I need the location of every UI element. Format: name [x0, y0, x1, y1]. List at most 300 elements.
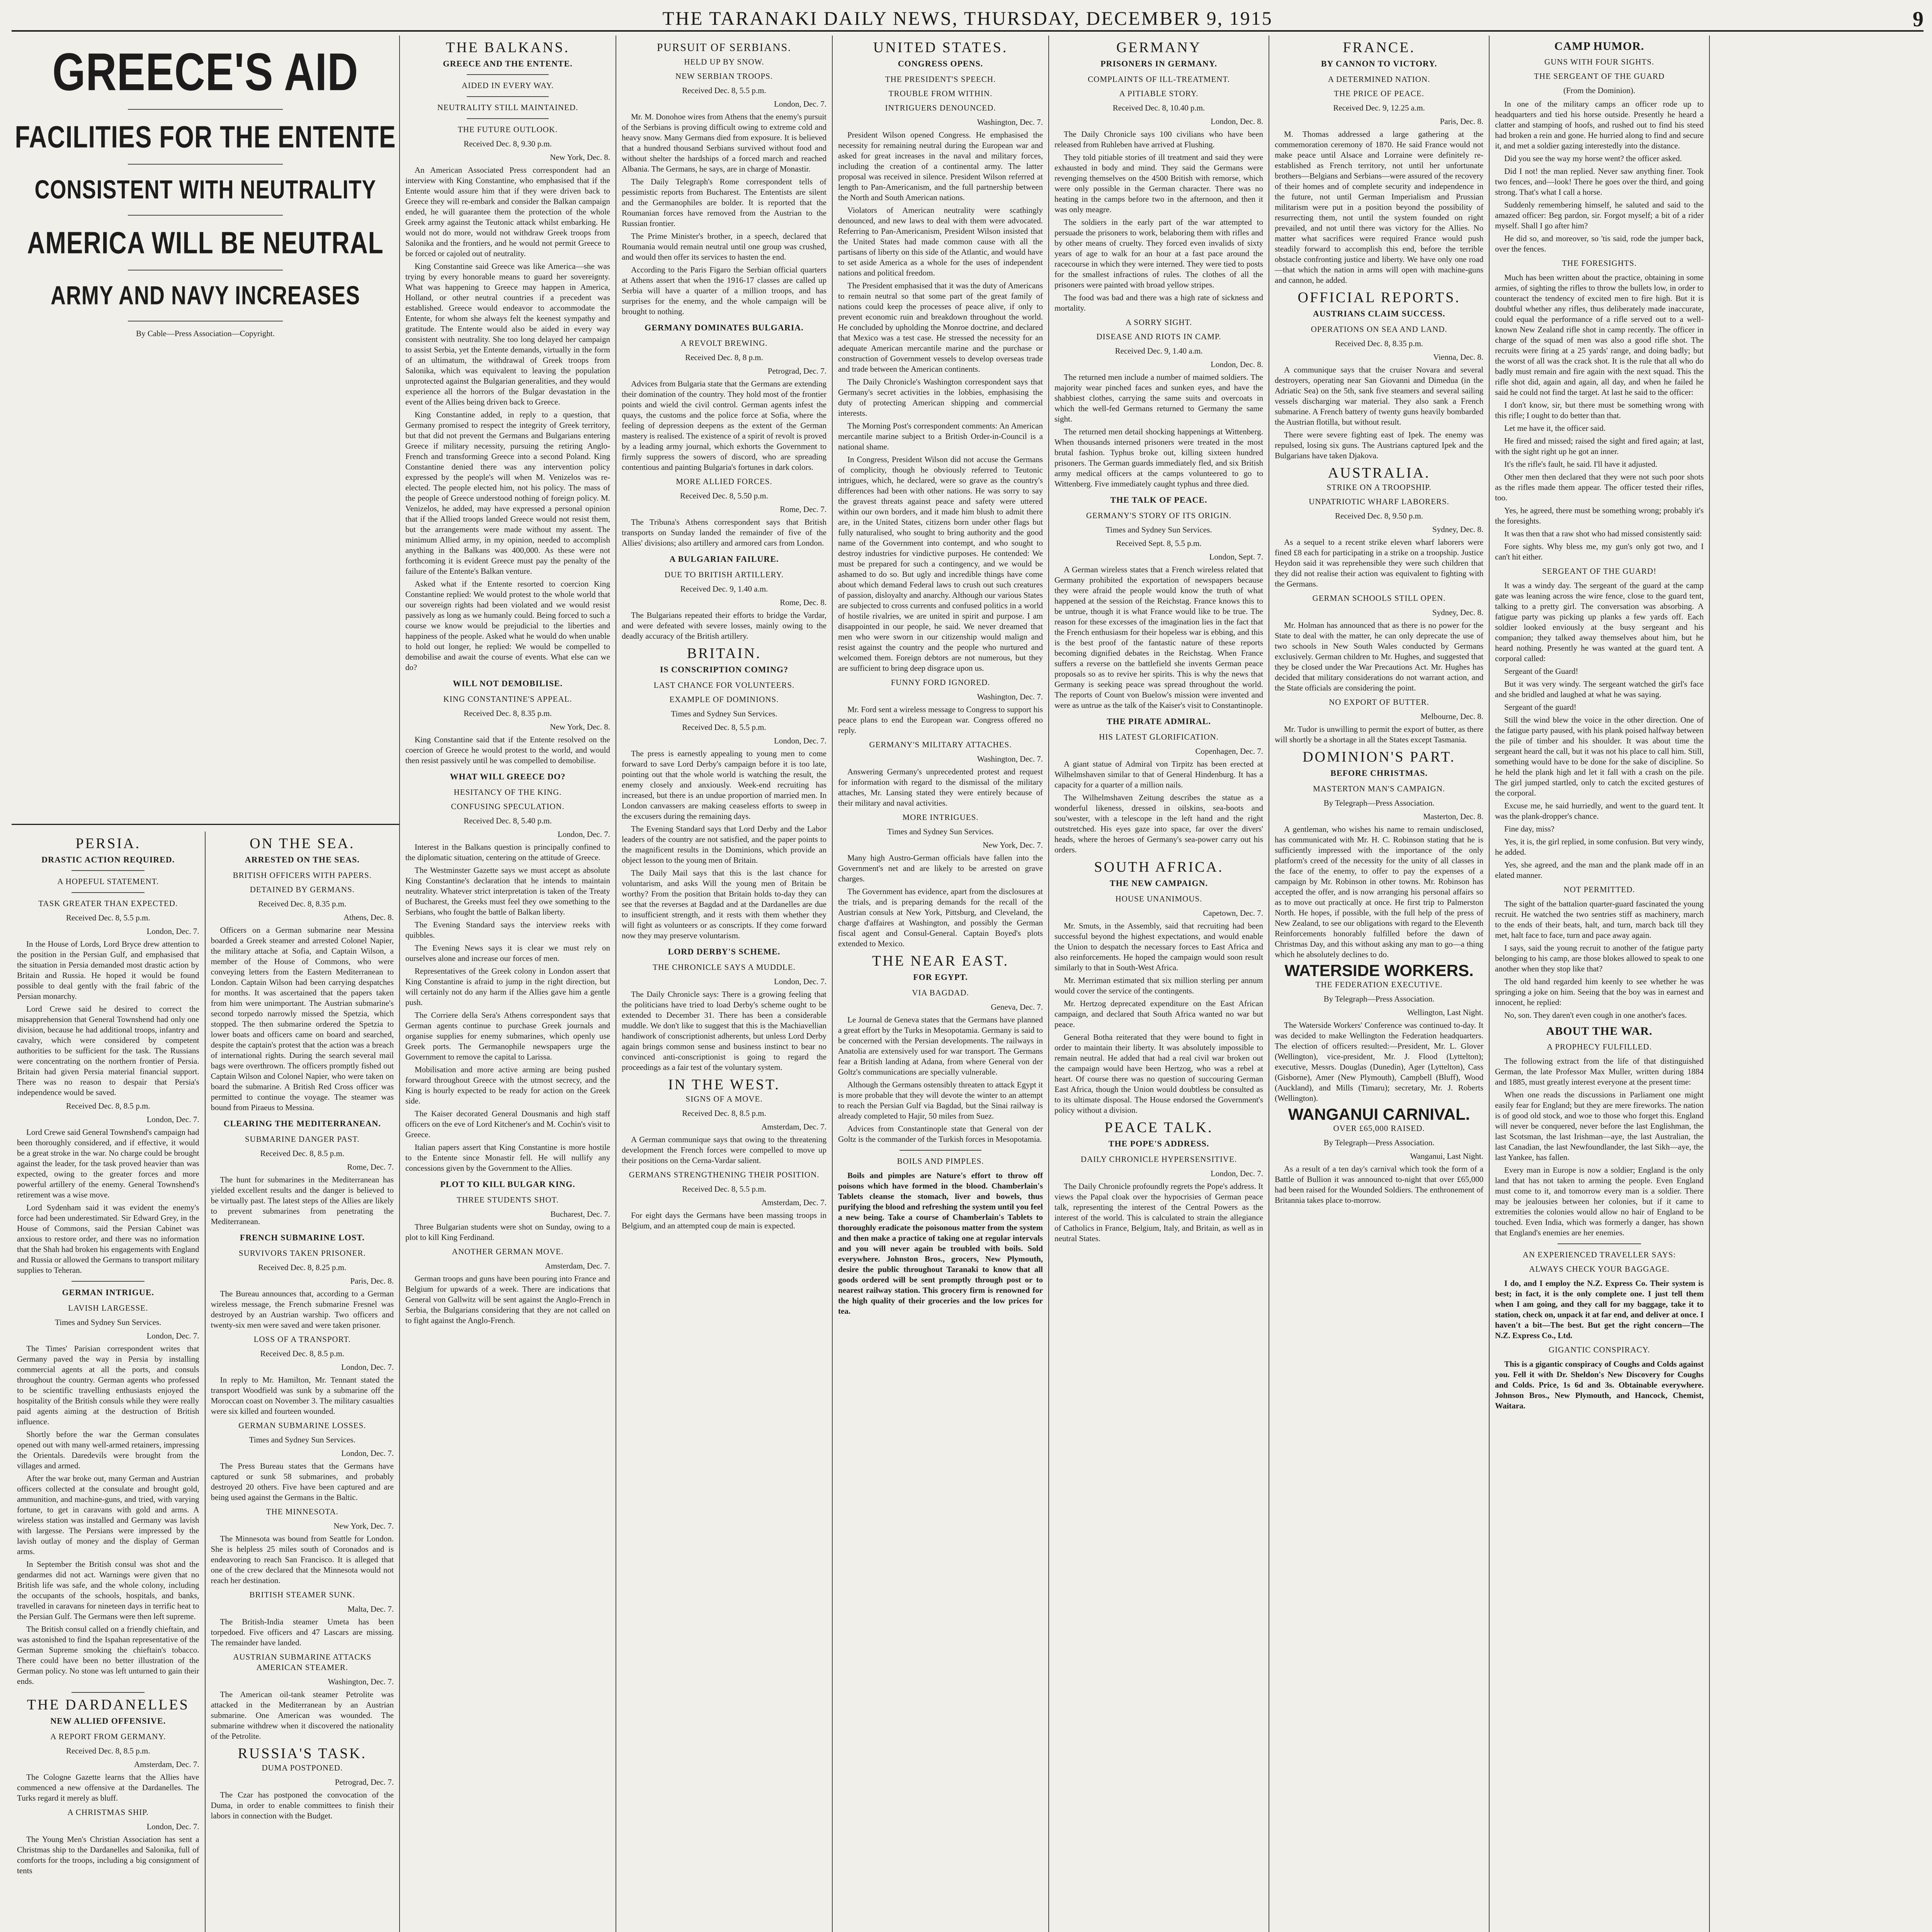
dateline: Athens, Dec. 8.: [343, 913, 394, 922]
subheading: AUSTRIAN SUBMARINE ATTACKS AMERICAN STEAMER.: [233, 1652, 372, 1672]
page-number: 9: [1913, 7, 1923, 31]
subheading: HIS LATEST GLORIFICATION.: [1099, 732, 1219, 742]
paragraph: The returned men detail shocking happenings at Wittenberg. When thousands interned prisoners were treated in the most brutal fashion. Typhus broke out, killing sixteen hundred prisoners. The German guards immediately fled, and six British army medical officers at the camps volunteered to go to Wittenberg. Five immediately caught typhus and three died.: [1054, 427, 1263, 488]
advertisement-text: I do, and I employ the N.Z. Express Co. Their system is best; in fact, it is the only complete one. I just tell them when I am going, and they call for my baggage, take it to station, check on, unpack it at far end, and deliver at once. I haven't a bit—The best. But get the right concern—The N.Z. Express Co., Ltd.: [1495, 1279, 1704, 1340]
paragraph: Excuse me, he said hurriedly, and went to the guard tent. It was the plank-dropper's chance.: [1495, 801, 1704, 821]
lead-deck-4: ARMY AND NAVY INCREASES: [50, 281, 361, 310]
received-line: Received Dec. 8, 8.5 p.m.: [682, 1109, 766, 1118]
dateline: Geneva, Dec. 7.: [991, 1002, 1043, 1012]
dateline: Rome, Dec. 8.: [780, 598, 827, 607]
subheading: THE SERGEANT OF THE GUARD: [1534, 71, 1665, 81]
subheading: WHAT WILL GREECE DO?: [450, 772, 566, 781]
paragraph: The Bureau announces that, according to a German wireless message, the French submarine Fresnel was destroyed by an Austrian warship. Two officers and twenty-six men were saved and were taken prisoner.: [211, 1289, 394, 1330]
lead-deck-1: FACILITIES FOR THE ENTENTE: [15, 119, 396, 154]
paragraph: In one of the military camps an officer rode up to headquarters and tied his horse outside. Presently he heard a clatter and stamping of hoofs, and rushed out to find his steed had broken a rein and gone. He hurried along to find and secure it, and met a soldier gazing interestedly into the distance.: [1495, 99, 1704, 150]
subheading: DUE TO BRITISH ARTILLERY.: [664, 570, 784, 579]
received-line: Received Dec. 8, 10.40 p.m.: [1112, 103, 1205, 112]
subheading: SURVIVORS TAKEN PRISONER.: [238, 1248, 366, 1258]
subheading: HELD UP BY SNOW.: [684, 57, 764, 66]
section-heading: PERSIA.: [75, 835, 141, 852]
paragraph: He did so, and moreover, so 'tis said, rode the jumper back, over the fences.: [1495, 234, 1704, 253]
subheading: WILL NOT DEMOBILISE.: [452, 679, 563, 688]
paragraph: It was a windy day. The sergeant of the guard at the camp gate was leaning across the wire fence, close to the guard tent, talking to a pretty girl. The conversation was absorbing. A fatigue party was picking up planks a few yards off. Each soldier looked enviously at the busy sergeant and his companion; they talked away themselves about him, but he heard nothing. Presently he was wanted at the guard tent. A corporal called:: [1495, 581, 1704, 663]
section-heading: WANGANUI CARNIVAL.: [1288, 1105, 1470, 1123]
section-heading: PEACE TALK.: [1104, 1119, 1213, 1136]
paragraph: A gentleman, who wishes his name to remain undisclosed, has communicated with Mr. H. C. Robinson stating that he is sufficiently impressed with the importance of the only platform's creed of the necessity for the unity of all classes in the face of the enemy, to offer to pay the expenses of a campaign by Mr. Robinson in other towns. Mr. Robinson has accepted the offer, and is now arranging his personal affairs so as to move out practically at once. He first trip to Palmerston North. He hopes, if possible, with the full help of the press of New Zealand, to see our obligations with regard to the Eleventh Reinforcements honorably fulfilled before the dawn of Christmas Day, and this without asking any man to go—a thing which he absolutely declines to do.: [1275, 825, 1483, 959]
paragraph: In the House of Lords, Lord Bryce drew attention to the position in the Persian Gulf, and emphasised that the situation in Persia demanded most drastic action by Britain and Russia. He hoped it would be found possible to deal gently with the frail fabric of the Persian monarchy.: [17, 939, 199, 1001]
newspaper-title: THE TARANAKI DAILY NEWS, THURSDAY, DECEMBER 9, 1915: [662, 7, 1273, 29]
dateline: London, Dec. 8.: [1211, 360, 1263, 369]
subheading: THE PRESIDENT'S SPEECH.: [885, 75, 996, 84]
dateline: Copenhagen, Dec. 7.: [1195, 747, 1263, 756]
subheading: GERMAN SUBMARINE LOSSES.: [238, 1421, 366, 1430]
paragraph: The British-India steamer Umeta has been torpedoed. Five officers and 47 Lascars are missing. The remainder have landed.: [211, 1617, 394, 1647]
section-heading: RUSSIA'S TASK.: [238, 1745, 367, 1762]
dateline: London, Dec. 7.: [341, 1449, 394, 1458]
paragraph: The Young Men's Christian Association has sent a Christmas ship to the Dardanelles and Salonika, full of comforts for the troops, including a big consignment of tents: [17, 1835, 199, 1875]
paragraph: A German wireless states that a French wireless related that Germany prohibited the exportation of newspapers because they were afraid the people would know the truth of what happened at the session of the Reichstag. France knows this to be untrue, though it is what France would like to be true. The reason for these excesses of the imagination lies in the fact that the French enthusiasm for their hopeless war is ebbing, and this is the best proof of the fantastic nature of these reports becoming dignified debates in the Reichstag. When France suffers a reverse on the battlefield she invents German peace proposals so as to revive her spirits. This is why the news that Germany is seeking peace was spread throughout the world. The reports of Count von Buelow's mission were invented and were as untrue as the talk of the Kaiser's visit to Constantinople.: [1054, 565, 1263, 710]
subheading: INTRIGUERS DENOUNCED.: [885, 103, 996, 112]
subheading: SUBMARINE DANGER PAST.: [245, 1134, 360, 1144]
received-line: Received Dec. 8, 5.5 p.m.: [66, 913, 150, 922]
source-line: Times and Sydney Sun Services.: [671, 709, 777, 718]
paragraph: The press is earnestly appealing to young men to come forward to save Lord Derby's campaign before it is too late, pointing out that the whole world is watching the result, the enemy closely and anxiously. Week-end recruiting has increased, but there is an undue proportion of married men. In London canvassers are making ceaseless efforts to sweep in the excusers during the remaining days.: [622, 749, 827, 821]
paragraph: Mr. Tudor is unwilling to permit the export of butter, as there will shortly be a shortage in all the States except Tasmania.: [1275, 724, 1483, 744]
subheading: SERGEANT OF THE GUARD!: [1542, 566, 1656, 576]
paragraph: The Government has evidence, apart from the disclosures at the trials, and is preparing demands for the recall of the Austrian consuls at New York, Pittsburg, and Cleveland, the charge d'affaires at Washington, and possibly the German fiscal agent and Consul-General. Captain Boyed's plots extended to Mexico.: [838, 887, 1043, 948]
subheading: GERMANY DOMINATES BULGARIA.: [645, 323, 804, 332]
dateline: London, Dec. 8.: [1211, 117, 1263, 126]
subheading: VIA BAGDAD.: [912, 988, 969, 997]
paragraph: The sight of the battalion quarter-guard fascinated the young recruit. He watched the two sentries stiff as machinery, march to the ends of their beats, halt, and turn, march back till they met, halt face to face, turn and pace away again.: [1495, 899, 1704, 940]
paragraph: The returned men include a number of maimed soldiers. The majority wear pinched faces and sunken eyes, and have the shabbiest clothes, carrying the same suits and overcoats in which the well-fed Germans returned to Germany the same sight.: [1054, 372, 1263, 423]
paragraph: According to the Paris Figaro the Serbian official quarters at Athens assert that when the 1916-17 classes are called up Serbia will have a quarter of a million troops, and has surprises for the enemy, and the whole campaign will be brought to nothing.: [622, 265, 827, 316]
paragraph: The Daily Chronicle's Washington correspondent says that Germany's secret activities in the lobbies, emphasising the duty of protecting American shipping and commercial interests.: [838, 377, 1043, 418]
dateline: Amsterdam, Dec. 7.: [545, 1261, 610, 1270]
paragraph: In Congress, President Wilson did not accuse the Germans of complicity, though he obviously referred to Teutonic intrigues, which, he declared, were so grave as the country's differences had been with other nations. He was sorry to say the gravest threats against peace and safety were uttered within our own borders, and it made him blush to admit there are, in the United States, citizens born under other flags but fully naturalised, who sought to bring authority and the good name of the Government into contempt, and who sought to destroy industries for vindictive purposes. He contended: We must be prepared for such a contingency, and we would be ashamed to do so. But ugly and incredible things have come about which demand Federal laws to crush out such creatures of passion, disloyalty and anarchy. Although our various States are subjected to cross currents and confused politics in a world of hostile rivalries, we are united in spirit and purpose. I am disappointed in our people, he said. We never dreamed that men who were sworn in our citizenship would malign and resist against the country and the people who nurtured and welcomed them. Foreign debtors are not numerous, but they are sufficient to bring deep disgrace upon us.: [838, 455, 1043, 673]
subheading: PRISONERS IN GERMANY.: [1100, 59, 1217, 68]
source-line: Times and Sydney Sun Services.: [249, 1435, 355, 1444]
advertisement-heading: AN EXPERIENCED TRAVELLER SAYS:: [1522, 1250, 1676, 1259]
paragraph: As a result of a ten day's carnival which took the form of a Battle of Bullion it was announced to-night that over £65,000 had been raised for the Wounded Soldiers. The enthronement of Britannia takes place to-morrow.: [1275, 1164, 1483, 1205]
subheading: THE TALK OF PEACE.: [1110, 495, 1208, 505]
subheading: BRITISH OFFICERS WITH PAPERS.: [233, 871, 372, 880]
paragraph: Fore sights. Why bless me, my gun's only got two, and I can't hit either.: [1495, 542, 1704, 561]
subheading: HESITANCY OF THE KING.: [454, 787, 562, 797]
paragraph: The Bulgarians repeated their efforts to bridge the Vardar, and were defeated with severe losses, mainly owing to the deadly accuracy of the British artillery.: [622, 611, 827, 641]
paragraph: The Daily Mail says that this is the last chance for voluntarism, and asks Will the young men of Britain be worthy? From the position that Britain holds to-day they can see that the reverses at Bagdad and at the Dardanelles are due to insufficient strength, and it rests with them whether they will fight as volunteers or as conscripts. If they come forward now they may preserve voluntarism.: [622, 868, 827, 940]
dateline: Masterton, Dec. 8.: [1423, 812, 1483, 821]
paragraph: Shortly before the war the German consulates opened out with many well-armed retainers, impressing the Orientals. Daredevils were brought from the villages and armed.: [17, 1430, 199, 1470]
subheading: THREE STUDENTS SHOT.: [456, 1195, 559, 1204]
received-line: Received Sept. 8, 5.5 p.m.: [1116, 539, 1202, 548]
received-line: Received Dec. 8, 5.5 p.m.: [682, 1184, 766, 1194]
received-line: Received Dec. 8, 8.5 p.m.: [260, 1349, 345, 1358]
dateline: Rome, Dec. 7.: [780, 505, 827, 514]
paragraph: Mr. M. Donohoe wires from Athens that the enemy's pursuit of the Serbians is proving difficult owing to extreme cold and heavy snow. Many Germans died from exposure. It is believed that a hundred thousand Serbians survived without food and without shelter the hardships of a forced march and reached Albania. The Germans, he says, are in charge of Monastir.: [622, 112, 827, 173]
subheading: EXAMPLE OF DOMINIONS.: [669, 695, 779, 704]
subheading: GERMAN SCHOOLS STILL OPEN.: [1312, 594, 1446, 603]
paragraph: A communique says that the cruiser Novara and several destroyers, operating near San Giovanni and Dimedua (in the Adriatic Sea) on the 5th, sank five steamers and several sailing vessels discharging war material. They also sank a French submarine. A French battery of twenty guns heavily bombarded the Austrian flotilla, but without result.: [1275, 365, 1483, 427]
subheading: CONGRESS OPENS.: [898, 59, 983, 68]
subheading: BY CANNON TO VICTORY.: [1321, 59, 1437, 68]
dateline: London, Dec. 7.: [774, 99, 827, 109]
received-line: Received Dec. 9, 12.25 a.m.: [1333, 103, 1425, 112]
paragraph: Many high Austro-German officials have fallen into the Government's net and are likely to be arrested on grave charges.: [838, 853, 1043, 883]
paragraph: The Prime Minister's brother, in a speech, declared that Roumania would remain neutral until one group was crushed, and would then offer its services to hasten the end.: [622, 231, 827, 262]
subheading: AUSTRIANS CLAIM SUCCESS.: [1313, 309, 1446, 318]
paragraph: Much has been written about the practice, obtaining in some armies, of sighting the rifles to throw the bullets low, in order to counteract the tendency of excited men to fire high. But it is doubtful whether any rifles, thus deliberately made inaccurate, could equal the performance of a rifle served out to a well-known New Zealand rifle shot in camp recently. The officer in charge of the squad of men was also a good rifle shot. The recruits were firing at a 25 yards' range, and doing badly; but the worst of all was the crack shot. It is the rule that all who do badly must remain and fire again with the next squad. This the rifle shot did, again and again, all day, and when he failed he said he could not find the target. At last he said to the officer:: [1495, 273, 1704, 397]
dateline: Paris, Dec. 8.: [350, 1276, 394, 1286]
subheading: MASTERTON MAN'S CAMPAIGN.: [1313, 784, 1445, 793]
paragraph: They told pitiable stories of ill treatment and said they were exhausted in body and mind. They said the Germans were revenging themselves on the 4500 British with remorse, which were only possible in the German character. There was no heating in the camps before two in the afternoon, and then it was only meagre.: [1054, 153, 1263, 214]
source-line: Times and Sydney Sun Services.: [887, 827, 994, 836]
subheading: A PITIABLE STORY.: [1119, 89, 1199, 98]
subheading: OVER £65,000 RAISED.: [1333, 1124, 1425, 1133]
subheading: THE FEDERATION EXECUTIVE.: [1315, 980, 1443, 989]
camp-humor-column: [1490, 36, 1710, 1932]
paragraph: The Wilhelmshaven Zeitung describes the statue as a wonderful likeness, dressed in oilskins, sea-boots and sou'wester, with a telescope in the left hand and the right outstretched. His eyes gaze into space, far over the divers' heads, where the heroes of Germany's sea-power carry out his orders.: [1054, 793, 1263, 854]
paragraph: The Daily Chronicle says: There is a growing feeling that the politicians have tried to load Derby's scheme ought to be extended to December 31. There has been a considerable muddle. We don't like to suggest that this is the Machiavellian handiwork of conscriptionist adherents, but unless Lord Derby again brings common sense and business instinct to bear no convinced anti-conscriptionist is going to regard the proceedings as a fair test of the voluntary system.: [622, 990, 827, 1072]
paragraph: The Press Bureau states that the Germans have captured or sunk 58 submarines, and probably destroyed 20 others. Five have been captured and are being used against the Germans in the Baltic.: [211, 1461, 394, 1502]
subheading: AIDED IN EVERY WAY.: [461, 81, 554, 90]
paragraph: The Evening News says it is clear we must rely on ourselves alone and increase our forces of men.: [405, 943, 610, 963]
subheading: OPERATIONS ON SEA AND LAND.: [1311, 325, 1447, 334]
subheading: NEUTRALITY STILL MAINTAINED.: [437, 103, 578, 112]
received-line: Received Dec. 8, 8.5 p.m.: [260, 1149, 345, 1158]
subheading: PLOT TO KILL BULGAR KING.: [440, 1179, 575, 1189]
subheading: THE FUTURE OUTLOOK.: [457, 125, 558, 134]
paragraph: The Corriere della Sera's Athens correspondent says that German agents continue to purchase Greek journals and organise supplies for enemy submarines, which openly use Greek ports. The Germanophile newspapers urge the Government to remove the capital to Larissa.: [405, 1010, 610, 1061]
dateline: Amsterdam, Dec. 7.: [761, 1122, 827, 1131]
section-heading: BRITAIN.: [687, 645, 762, 662]
paragraph: For eight days the Germans have been massing troops in Belgium, and an attempted coup de main is expected.: [622, 1211, 827, 1230]
subheading: ANOTHER GERMAN MOVE.: [452, 1247, 564, 1256]
persia-column: [12, 832, 206, 1932]
advertisement-heading: BOILS AND PIMPLES.: [897, 1156, 984, 1166]
paragraph: But it was very windy. The sergeant watched the girl's face and she bridled and laughed at what he was saying.: [1495, 679, 1704, 699]
paragraph: After the war broke out, many German and Austrian officers collected at the consulate and brought gold, ammunition, and machine-guns, and tried, with varying fortune, to get in caravans with gold and arms. A wireless station was installed and Germany was lavish with largesse. The Persians were impressed by the lavish outlay of money and the display of German arms.: [17, 1474, 199, 1556]
dateline: London, Dec. 7.: [146, 1115, 199, 1124]
received-line: Received Dec. 9, 1.40 a.m.: [680, 584, 768, 594]
subheading: A CHRISTMAS SHIP.: [67, 1808, 149, 1817]
source-line: Times and Sydney Sun Services.: [1105, 525, 1212, 534]
dateline: London, Dec. 7.: [146, 1331, 199, 1340]
advertisement-heading: GIGANTIC CONSPIRACY.: [1548, 1345, 1650, 1354]
paragraph: Did I not! the man replied. Never saw anything finer. Took two fences, and—look! There he goes over the third, and going strong. That's what I call a horse.: [1495, 167, 1704, 197]
paragraph: Mobilisation and more active arming are being pushed forward throughout Greece with the utmost secrecy, and the King is hourly expected to be ready for action on the Greek side.: [405, 1065, 610, 1105]
paragraph: The old hand regarded him keenly to see whether he was springing a joke on him. Seeing that the boy was in earnest and innocent, he replied:: [1495, 977, 1704, 1007]
dateline: London, Dec. 7.: [558, 830, 610, 839]
paragraph: Italian papers assert that King Constantine is more hostile to the Entente since Monastir fell. He will nullify any concessions given by the Government to the Allies.: [405, 1143, 610, 1173]
section-heading: CAMP HUMOR.: [1554, 40, 1645, 53]
subheading: SIGNS OF A MOVE.: [685, 1094, 763, 1104]
section-heading: THE DARDANELLES: [27, 1697, 189, 1713]
paragraph: The Evening Standard says that Lord Derby and the Labor leaders of the country are not satisfied, and the paper points to the magnificent results in the Dominions, which provide an object lesson to the young men of Britain.: [622, 824, 827, 865]
section-heading: WATERSIDE WORKERS.: [1284, 961, 1474, 980]
received-line: Received Dec. 8, 5.40 p.m.: [463, 816, 552, 825]
paragraph: King Constantine said that if the Entente resolved on the coercion of Greece he would protest to the world, and would then resist passively until he was compelled to demobilise.: [405, 735, 610, 765]
dateline: Petrograd, Dec. 7.: [767, 366, 827, 376]
section-heading: ON THE SEA.: [250, 835, 355, 852]
dateline: Malta, Dec. 7.: [347, 1604, 394, 1614]
subheading: LOSS OF A TRANSPORT.: [253, 1335, 351, 1344]
paragraph: I says, said the young recruit to another of the fatigue party belonging to his camp, are those blokes allowed to speak to one another when they stop like that?: [1495, 943, 1704, 973]
subheading: UNPATRIOTIC WHARF LABORERS.: [1309, 497, 1449, 506]
paragraph: Officers on a German submarine near Messina boarded a Greek steamer and arrested Colonel Napier, the military attache at Sofia, and Captain Wilson, a member of the House of Commons, who were conveying letters from the Eastern Mediterranean to London. Captain Wilson had been carrying despatches for months. It was ascertained that the papers taken from him were unimportant. The Austrian submarine's second torpedo narrowly missed the Spetzia, which stopped. The then submarine ordered the Spetzia to lower boats and officers came on board and searched, despite the captain's protest that the action was a breach of international rights. During the search several mail bags were overthrown. The officers promptly fished out Captain Wilson and Colonel Napier, who were taken on board the submarine. A British Red Cross officer was permitted to continue the voyage. The steamer was bound from Piraeus to Messina.: [211, 925, 394, 1112]
dateline: London, Dec. 7.: [1211, 1169, 1263, 1178]
paragraph: Mr. Smuts, in the Assembly, said that recruiting had been successful beyond the highest expectations, and would enable the Union to despatch the necessary forces to East Africa and also reinforcements. He hoped the campaign would soon result similarly to that in South-West Africa.: [1054, 921, 1263, 972]
paragraph: The Daily Telegraph's Rome correspondent tells of pessimistic reports from Bucharest. The Ententists are silent and the Germanophiles are bolder. It is reported that the Roumanian forces have removed from the Austrian to the Russian frontier.: [622, 177, 827, 228]
dateline: Bucharest, Dec. 7.: [550, 1209, 610, 1219]
subheading: THE CHRONICLE SAYS A MUDDLE.: [653, 963, 796, 972]
subheading: HOUSE UNANIMOUS.: [1115, 894, 1202, 903]
dateline: London, Dec. 7.: [774, 977, 827, 986]
received-line: Received Dec. 8, 5.50 p.m.: [680, 491, 769, 500]
subheading: GERMAN INTRIGUE.: [62, 1287, 154, 1297]
subheading: A BULGARIAN FAILURE.: [669, 554, 779, 564]
paragraph: The hunt for submarines in the Mediterranean has yielded excellent results and the danger is believed to be virtually past. The latest steps of the Allies are likely to prevent submarines from penetrating the Mediterranean.: [211, 1175, 394, 1226]
subheading: THE POPE'S ADDRESS.: [1108, 1139, 1209, 1148]
paragraph: The Times' Parisian correspondent writes that Germany paved the way in Persia by installing commercial agents at all the ports, and consuls throughout the country. German agents who professed to be scientific travelling enthusiasts enjoyed the hospitality of the British consuls while they were really paid agents aiming at the destruction of British influence.: [17, 1344, 199, 1426]
paragraph: The British consul called on a friendly chieftain, and was astonished to find the Ispahan representative of the German Supreme smoking the chieftain's tobacco. There could have been no better illustration of the German policy. No stone was left unturned to gain their ends.: [17, 1624, 199, 1686]
paragraph: Suddenly remembering himself, he saluted and said to the amazed officer: Beg pardon, sir. Forgot myself; a bit of a rider myself. Shall I go after him?: [1495, 200, 1704, 230]
paragraph: The American oil-tank steamer Petrolite was attacked in the Mediterranean by an Austrian submarine. One American was wounded. The submarine withdrew when it discovered the nationality of the Petrolite.: [211, 1690, 394, 1741]
section-heading: IN THE WEST.: [668, 1077, 780, 1093]
subheading: THE PRICE OF PEACE.: [1334, 89, 1424, 98]
paragraph: Le Journal de Geneva states that the Germans have planned a great effort by the Turks in Mesopotamia. Germany is said to be concerned with the Persian developments. The railways in Anatolia are extensively used for war transport. The Germans fear a British landing at Adana, from where General von der Goltz's communications are specially vulnerable.: [838, 1015, 1043, 1077]
paragraph: Mr. Holman has announced that as there is no power for the State to deal with the matter, he can only deprecate the use of two schools in New South Wales conducted by Germans exclusively. German children to Mr. Hughes, and suggested that they be closed under the War Precautions Act. Mr. Hughes has decided that military considerations do not warrant action, and the State officials are considering the point.: [1275, 621, 1483, 692]
lead-deck-2: CONSISTENT WITH NEUTRALITY: [34, 175, 376, 204]
section-heading: OFFICIAL REPORTS.: [1298, 289, 1461, 306]
dateline: Washington, Dec. 7.: [977, 754, 1043, 764]
paragraph: Three Bulgarian students were shot on Sunday, owing to a plot to kill King Ferdinand.: [405, 1222, 610, 1242]
subheading: A HOPEFUL STATEMENT.: [57, 877, 159, 886]
received-line: Received Dec. 8, 9.30 p.m.: [463, 139, 552, 148]
paragraph: A giant statue of Admiral von Tirpitz has been erected at Wilhelmshaven similar to that of General Hindenburg. It has a capacity for a quarter of a million nails.: [1054, 759, 1263, 789]
paragraph: Lord Crewe said General Townshend's campaign had been thoroughly considered, and if effective, it would be a great stroke in the war. No charge could be brought against the leader, for the task proved heavier than was expected, owing to the greater forces and more powerful artillery of the enemy. General Townshend's retirement was a wise move.: [17, 1128, 199, 1199]
paragraph: Mr. Merriman estimated that six million sterling per annum would cover the service of the contingents.: [1054, 976, 1263, 995]
paragraph: Every man in Europe is now a soldier; England is the only land that has not taken to arming the people. Even England must come to it, and tomorrow every man is a soldier. There may be jealousies between her colonies, but if it came to extremities the colonies would allow no hair of England to be touched. Even India, which was formerly a danger, has shown that England's enemies are her enemies.: [1495, 1165, 1704, 1237]
section-heading: ABOUT THE WAR.: [1546, 1025, 1653, 1037]
subheading: A DETERMINED NATION.: [1328, 75, 1430, 84]
subheading: THE NEW CAMPAIGN.: [1110, 878, 1208, 888]
sea-column: [206, 832, 400, 1932]
united-states-column: [833, 36, 1049, 1932]
subheading: THE FORESIGHTS.: [1562, 259, 1637, 268]
dateline: Sydney, Dec. 8.: [1432, 525, 1483, 534]
dateline: Paris, Dec. 8.: [1440, 117, 1483, 126]
received-line: Received Dec. 8, 8.5 p.m.: [66, 1746, 150, 1755]
paragraph: Mr. Ford sent a wireless message to Congress to support his peace plans to end the European war. Congress offered no reply.: [838, 705, 1043, 735]
section-heading: DOMINION'S PART.: [1303, 749, 1456, 765]
dateline: Washington, Dec. 7.: [977, 117, 1043, 127]
lead-headline: GREECE'S AID: [52, 42, 359, 102]
subheading: NEW ALLIED OFFENSIVE.: [50, 1716, 166, 1726]
subheading: IS CONSCRIPTION COMING?: [660, 665, 789, 674]
subheading: LORD DERBY'S SCHEME.: [668, 947, 781, 956]
subheading: CLEARING THE MEDITERRANEAN.: [223, 1119, 381, 1128]
paragraph: Advices from Bulgaria state that the Germans are extending their domination of the country. They hold most of the frontier points and wield the civil control. German agents infest the quays, the customs and the police force at Sofia, where the feeling of depression deepens as the extent of the German mastery is realised. The existence of a spirit of revolt is proved by a leading army journal, which exhorts the Government to firmly suppress the sowers of discord, who are spreading contentious and painting Bulgaria's fortunes in dark colors.: [622, 379, 827, 472]
source-line: (From the Dominion).: [1563, 86, 1636, 95]
subheading: MORE ALLIED FORCES.: [676, 477, 772, 486]
lead-deck-3: AMERICA WILL BE NEUTRAL: [27, 225, 384, 260]
received-line: Received Dec. 8, 8.5 p.m.: [66, 1101, 150, 1111]
dateline: New York, Dec. 7.: [333, 1521, 394, 1531]
paragraph: The Daily Chronicle profoundly regrets the Pope's address. It views the Papal cloak over the hypocrisies of German peace talk, representing the interest of the Central Powers as the interest of the world. This is calculated to strain the allegiance of Catholics in France, Belgium, Italy, and Britain, as well as in neutral States.: [1054, 1182, 1263, 1243]
source-line: Times and Sydney Sun Services.: [55, 1318, 162, 1327]
paragraph: The Czar has postponed the convocation of the Duma, in order to enable committees to finish their labors in connection with the Budget.: [211, 1790, 394, 1820]
subheading: NO EXPORT OF BUTTER.: [1329, 697, 1429, 707]
paragraph: A German communique says that owing to the threatening development the French forces were compelled to move up their positions on the Cerna-Vardar salient.: [622, 1135, 827, 1165]
subheading: THE PIRATE ADMIRAL.: [1107, 716, 1211, 726]
dateline: Vienna, Dec. 8.: [1433, 352, 1483, 362]
subheading: GERMANS STRENGTHENING THEIR POSITION.: [629, 1170, 820, 1179]
dateline: New York, Dec. 8.: [550, 153, 610, 162]
subheading: KING CONSTANTINE'S APPEAL.: [443, 694, 572, 704]
received-line: Received Dec. 8, 5.5 p.m.: [682, 86, 766, 95]
advertisement-text: This is a gigantic conspiracy of Coughs and Colds against you. Fell it with Dr. Sheldon's New Discovery for Coughs and Colds. Price, 1s 6d and 3s. Obtainable everywhere. Johnson Bros., New Plymouth, and Hancock, Chemist, Waitara.: [1495, 1359, 1704, 1410]
paragraph: Interest in the Balkans question is principally confined to the diplomatic situation, centering on the attitude of Greece.: [405, 842, 610, 862]
byline: By Telegraph—Press Association.: [1323, 798, 1435, 808]
advertisement-subheading: ALWAYS CHECK YOUR BAGGAGE.: [1529, 1264, 1670, 1274]
paragraph: Other men then declared that they were not such poor shots as the rifles made them appear. The officer tested their rifles, too.: [1495, 472, 1704, 502]
lead-story-column: [12, 36, 400, 1932]
lead-headline-block: [12, 36, 399, 825]
paragraph: Advices from Constantinople state that General von der Goltz is the commander of the Turkish forces in Mesopotamia.: [838, 1124, 1043, 1144]
paragraph: It was then that a raw shot who had missed consistently said:: [1504, 529, 1702, 538]
paragraph: M. Thomas addressed a large gathering at the commemoration ceremony of 1870. He said France would not make peace until Alsace and Lorraine were definitely re-established as French territory, not until her unfortunate brothers—Belgians and Serbians—were assured of the recovery of their homes and of complete security and independence in the future, not until German Imperialism and Prussian militarism were put in a position beyond the possibility of resurrecting them, not until the system founded on right prevailed, and not until there was victory for the Allies. No matter what sacrifices were required France would push steadily forward to accomplish this end, before the terrible obstacle confronting justice and liberty. We have only one road—that which the nation in arms will open with machine-guns and cannon, he added.: [1275, 129, 1483, 285]
received-line: Received Dec. 8, 8 p.m.: [685, 353, 763, 362]
paragraph: The Westminster Gazette says we must accept as absolute King Constantine's declaration that he intends to maintain neutrality. Whatever strict interpretation is taken of the Treaty of Bucharest, the Greeks must feel they owe something to the Serbians, who fought the battle of Balkan liberty.: [405, 866, 610, 917]
dateline: London, Dec. 7.: [774, 736, 827, 745]
subheading: TROUBLE FROM WITHIN.: [888, 89, 993, 98]
lead-byline: By Cable—Press Association—Copyright.: [136, 329, 275, 338]
section-heading: FRANCE.: [1343, 39, 1415, 56]
dateline: New York, Dec. 8.: [550, 722, 610, 731]
dateline: Wellington, Last Night.: [1407, 1008, 1483, 1017]
masthead: [12, 7, 1923, 32]
paragraph: The Cologne Gazette learns that the Allies have commenced a new offensive at the Dardanelles. The Turks regard it merely as bluff.: [17, 1772, 199, 1803]
section-heading: THE BALKANS.: [446, 39, 570, 56]
dateline: Rome, Dec. 7.: [347, 1162, 394, 1172]
paragraph: I don't know, sir, but there must be something wrong with this rifle; I ought to do better than that.: [1495, 400, 1704, 420]
dateline: New York, Dec. 7.: [983, 840, 1043, 850]
dateline: London, Sept. 7.: [1209, 552, 1263, 561]
paragraph: There were severe fighting east of Ipek. The enemy was repulsed, losing six guns. The Austrians captured Ipek and the Bulgarians have taken Djakova.: [1275, 430, 1483, 460]
subheading: MORE INTRIGUES.: [902, 813, 979, 822]
paragraph: King Constantine said Greece was like America—she was trying by every honorable means to guard her sovereignty. What was happening to Greece may happen in America, Holland, or other neutral countries if a precedent was established. Greece would endeavor to accommodate the Entente, for whom she always felt the keenest sympathy and gratitude. The Entente would also be aided in every way consistent with neutrality. She too long delayed her campaign to assist Serbia, yet the Entente demands, virtually in the form of an ultimatum, the withdrawal of Greek troops from Salonika, which was equivalent to leaving the population unprotected against the Bulgarian generalities, and they would experience all the horrors of the Bulgar devastation in the event of the Allies being driven back to Greece.: [405, 262, 610, 406]
subheading: LAVISH LARGESSE.: [68, 1303, 148, 1313]
subheading: GERMANY'S STORY OF ITS ORIGIN.: [1086, 511, 1232, 520]
paragraph: Sergeant of the Guard!: [1504, 667, 1578, 676]
balkans-column: [400, 36, 616, 1932]
paragraph: Asked what if the Entente resorted to coercion King Constantine replied: We would protest to the whole world that our sovereign rights had been violated and we would resist passively as long as we humanly could. Being forced to such a course we know would be prejudicial to the liberties and happiness of the people. Asked what he would do when unable to hold out longer, he replied: We would be compelled to demobilise and await the course of events. What else can we do?: [405, 579, 610, 672]
dateline: Washington, Dec. 7.: [977, 692, 1043, 701]
dateline: Capetown, Dec. 7.: [1203, 908, 1263, 918]
paragraph: Lord Crewe said he desired to correct the misapprehension that General Townshend had only one division, because he had additional troops, infantry and cavalry, which were considered by competent authorities to be sufficient for the task. The Russians were concentrating on the northern frontier of Persia. Britain had given Persia material financial support. There was no reason to despair that Persia's independence would be saved.: [17, 1004, 199, 1097]
subheading: DRASTIC ACTION REQUIRED.: [41, 855, 175, 864]
subheading: DAILY CHRONICLE HYPERSENSITIVE.: [1080, 1155, 1237, 1164]
paragraph: Still the wind blew the voice in the other direction. One of the fatigue party paused, with his plank poised halfway between the pile of timber and his shoulder. It was about time the sergeant heard the call, but it was not his place to call him. Still, something would have to be done for the sake of discipline. So he held the plank high and let it fall with a crash on the pile. The girl jumped startled, only to catch the excited gestures of the corporal.: [1495, 715, 1704, 798]
dateline: Wanganui, Last Night.: [1410, 1151, 1483, 1161]
subheading: A PROPHECY FULFILLED.: [1547, 1042, 1652, 1051]
paragraph: As a sequel to a recent strike eleven wharf laborers were fined £8 each for participating in a strike on a troopship. Justice Heydon said it was reprehensible they were such children that they did not realise their action was equivalent to fighting with the Germans.: [1275, 537, 1483, 588]
subheading: STRIKE ON A TROOPSHIP.: [1327, 483, 1432, 492]
subheading: FUNNY FORD IGNORED.: [891, 678, 990, 687]
received-line: Received Dec. 8, 9.50 p.m.: [1335, 511, 1423, 520]
dateline: Sydney, Dec. 8.: [1432, 608, 1483, 617]
received-line: Received Dec. 9, 1.40 a.m.: [1115, 346, 1203, 355]
serbia-column: [616, 36, 833, 1932]
dateline: Melbourne, Dec. 8.: [1420, 712, 1483, 721]
received-line: Received Dec. 8, 5.5 p.m.: [682, 723, 766, 732]
subheading: FOR EGYPT.: [913, 972, 968, 982]
paragraph: The soldiers in the early part of the war attempted to persuade the prisoners to work, belaboring them with rifles and by other means of cruelty. They forced even invalids of sixty years of age to walk for an hour at a fast pace around the racecourse in which they were interned. They were tied to posts for the smallest infractions of rules. The clothes of all the prisoners were painted with broad yellow stripes.: [1054, 218, 1263, 289]
subheading: BRITISH STEAMER SUNK.: [249, 1590, 355, 1599]
subheading: GUNS WITH FOUR SIGHTS.: [1544, 57, 1655, 66]
paragraph: Lord Sydenham said it was evident the enemy's force had been underestimated. Sir Edward Grey, in the House of Commons, said the Persian Cabinet was anxious to restore order, and there was no information that the Shah had broken his engagements with England and Russia or allowed the Germans to transport military supplies to Teheran.: [17, 1203, 199, 1275]
section-heading: SOUTH AFRICA.: [1094, 859, 1224, 875]
paragraph: The Morning Post's correspondent comments: An American mercantile marine subject to a British Order-in-Council is a national shame.: [838, 421, 1043, 451]
section-heading: THE NEAR EAST.: [872, 953, 1009, 969]
dateline: London, Dec. 7.: [146, 1822, 199, 1831]
subheading: ARRESTED ON THE SEAS.: [245, 855, 360, 864]
paragraph: An American Associated Press correspondent had an interview with King Constantine, who emphasised that if the Entente would assure him that if they were driven back to Greece they will re-embark and consider the Balkan campaign ended, he will guarantee them the protection of the whole Greek army against the Teutonic attack whilst embarking. He would not do more, would not withdraw Greek troops from Salonika and the frontiers, and he would not permit Greece to be forced or cajoled out of neutrality.: [405, 165, 610, 258]
paragraph: King Constantine added, in reply to a question, that Germany promised to respect the integrity of Greek territory, but that did not prevent the Germans and Bulgarians entering Greece if military necessity, pursuing the retiring Anglo-French and transforming Greece into a second Poland. King Constantine denied there was any intervention policy expressed by the people's will when M. Venizelos was re-elected. The people elected him, not his policy. The mass of the people of Greece understood nothing of foreign policy. M. Venizelos, he added, may have expressed a personal opinion that if the Allied troops landed Greece would not resist them, but the arrangements were made without my assent. The minimum Allied army, in my opinion, needed to accomplish anything in the Balkans was 400,000. As these were not forthcoming it is evident Greece must pay the penalty of the failure of the Entente's Balkan venture.: [405, 410, 610, 576]
subheading: GREECE AND THE ENTENTE.: [443, 59, 573, 68]
paragraph: Sergeant of the guard!: [1504, 702, 1577, 712]
paragraph: The Minnesota was bound from Seattle for London. She is helpless 25 miles south of Coronados and is endeavoring to reach San Francisco. It is alleged that one of the crew declared that the Minnesota would not reach her destination.: [211, 1534, 394, 1585]
byline: By Telegraph—Press Association.: [1323, 994, 1435, 1003]
paragraph: Yes, he agreed, there must be something wrong; probably it's the foresights.: [1495, 506, 1704, 526]
paragraph: It's the rifle's fault, he said. I'll have it adjusted.: [1504, 459, 1658, 469]
subheading: COMPLAINTS OF ILL-TREATMENT.: [1088, 75, 1230, 84]
dateline: London, Dec. 7.: [341, 1362, 394, 1372]
subheading: NEW SERBIAN TROOPS.: [675, 71, 773, 81]
paragraph: General Botha reiterated that they were bound to fight in order to maintain their liberty. It was absolutely impossible to remain neutral. He added that had a real civil war broken out the campaign would have been Hertzog, who was a rebel at heart. Of course there was no question of succouring German East Africa, though the Union would doubtless be consulted as to its ultimate disposal. The House endorsed the Government's policy without a division.: [1054, 1032, 1263, 1115]
paragraph: The Waterside Workers' Conference was continued to-day. It was decided to make Wellington the Federation headquarters. The election of officers resulted:—President, Mr. L. Glover (Wellington), vice-president, Mr. J. Flood (Lyttelton); executive, Messrs. Douglas (Dunedin), Ager (Lyttelton), Cass (Gisborne), Amer (New Plymouth), Campbell (Bluff), Wood (Auckland), and Mills (Timaru); secretary, Mr. J. Roberts (Wellington).: [1275, 1020, 1483, 1103]
subheading: DUMA POSTPONED.: [262, 1763, 343, 1772]
paragraph: In September the British consul was shot and the gendarmes did not act. Warnings were given that no British life was safe, and the whole colony, including the occupants of the schools, hospitals, and banks, travelled in caravans for nineteen days in terrific heat to the Persian Gulf. The Germans were then left supreme.: [17, 1560, 199, 1621]
subheading: A REVOLT BREWING.: [680, 338, 768, 348]
paragraph: Representatives of the Greek colony in London assert that King Constantine is afraid to jump in the right direction, but will certainly not do any harm if the Allies gave him a gentle push.: [405, 966, 610, 1007]
advertisement-text: Boils and pimples are Nature's effort to throw off poisons which have formed in the blood. Chamberlain's Tablets cleanse the stomach, liver and bowels, thus purifying the blood and refreshing the system until you feel a new being. Take a course of Chamberlain's Tablets to thoroughly eradicate the poisonous matter from the system and then make a practice of taking one at regular intervals and you will never again be troubled with boils. Sold everywhere. Johnston Bros., grocers, New Plymouth, desire the public throughout Taranaki to know that all goods ordered will be sent promptly through post or to nearest railway station. This grocery firm is renowned for the high quality of their groceries and the low prices for tea.: [838, 1171, 1043, 1316]
paragraph: In reply to Mr. Hamilton, Mr. Tennant stated the transport Woodfield was sunk by a submarine off the Moroccan coast on November 3. The military casualties were six killed and fourteen wounded.: [211, 1375, 394, 1416]
paragraph: When one reads the discussions in Parliament one might easily fear for England; but they are mere fireworks. The nation is of good old stock, and woe to those who forget this. England will never be conquered, never before the last Englishman, the last Scotsman, the last Irishman—aye, the last Australian, the last Canadian, the last Newfoundlander, the last Sikh—aye, the last Yankee, has fallen.: [1495, 1090, 1704, 1162]
paragraph: The Evening Standard says the interview reeks with quibbles.: [405, 920, 610, 940]
subheading: BEFORE CHRISTMAS.: [1330, 768, 1428, 778]
paragraph: Yes, she agreed, and the man and the plank made off in an elated manner.: [1495, 860, 1704, 880]
paragraph: The Kaiser decorated General Dousmanis and high staff officers on the eve of Lord Kitchener's and M. Cochin's visit to Greece.: [405, 1109, 610, 1139]
section-heading: GERMANY: [1116, 39, 1202, 56]
dateline: Amsterdam, Dec. 7.: [761, 1198, 827, 1207]
subheading: DETAINED BY GERMANS.: [250, 885, 355, 894]
paragraph: Violators of American neutrality were scathingly denounced, and new laws to deal with them were advocated. Referring to Pan-Americanism, President Wilson insisted that the United States had made common cause with all the partisans of liberty on this side of the Atlantic, and would have to set aside America as a whole for the uses of independent nations and political freedom.: [838, 206, 1043, 277]
dateline: Washington, Dec. 7.: [328, 1677, 394, 1686]
dateline: London, Dec. 7.: [146, 927, 199, 936]
subheading: THE MINNESOTA.: [266, 1507, 338, 1516]
paragraph: Although the Germans ostensibly threaten to attack Egypt it is more probable that they will devote the winter to an attempt to reach the Persian Gulf via Bagdad, but the Sinai railway is already completed to Hajir, 50 miles from Suez.: [838, 1080, 1043, 1121]
paragraph: The President emphasised that it was the duty of Americans to remain neutral so that some part of the great family of nations could keep the processes of peace alive, if only to prevent economic ruin and breakdown throughout the world. He concluded by upholding the Monroe doctrine, and declared that Mexico was a test case. He stressed the necessity for an adequate American mercantile marine and the purchase or construction of Government vessels to develop overseas trade and trade between the American continents.: [838, 281, 1043, 374]
subheading: NOT PERMITTED.: [1563, 885, 1635, 894]
subheading: A SORRY SIGHT.: [1125, 318, 1192, 327]
paragraph: Let me have it, the officer said.: [1504, 423, 1606, 433]
paragraph: The following extract from the life of that distinguished German, the late Professor Max Muller, written during 1884 and 1885, must greatly interest everyone at the present time:: [1495, 1056, 1704, 1087]
subheading: A REPORT FROM GERMANY.: [50, 1732, 166, 1741]
subheading: DISEASE AND RIOTS IN CAMP.: [1096, 332, 1221, 341]
subheading: CONFUSING SPECULATION.: [451, 802, 565, 811]
